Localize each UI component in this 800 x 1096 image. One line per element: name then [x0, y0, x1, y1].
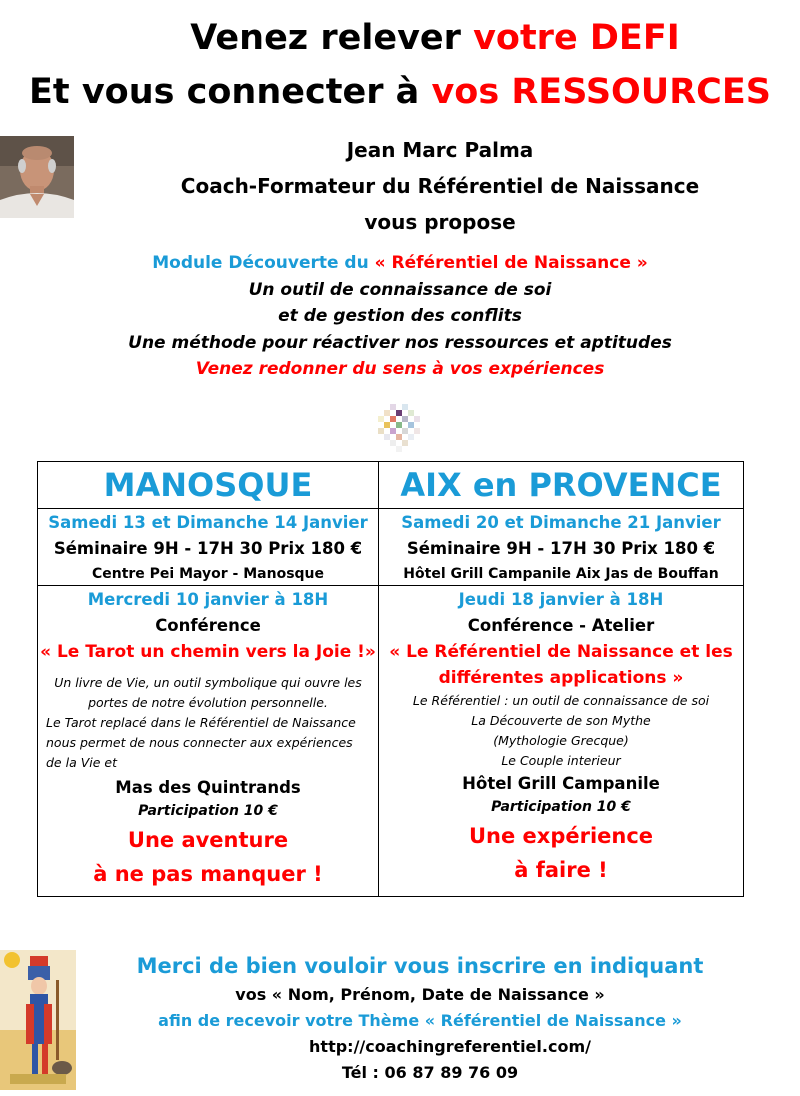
manosque-participation: Participation 10 €	[138, 803, 278, 819]
aix-conf-title-2: différentes applications »	[438, 668, 684, 688]
city-aix: AIX en PROVENCE	[400, 466, 722, 504]
coach-portrait-photo	[0, 136, 74, 218]
headline-line-1	[0, 18, 800, 58]
signup-line-1: vos « Nom, Prénom, Date de Naissance »	[235, 985, 605, 1004]
manosque-desc-3: Le Tarot replacé dans le Référentiel de Naissance	[46, 715, 356, 730]
manosque-seminar-venue: Centre Pei Mayor - Manosque	[91, 566, 325, 582]
aix-desc-1: Le Référentiel : un outil de connaissance de soi	[412, 693, 710, 708]
coach-role: Coach-Formateur du Référentiel de Naissance	[180, 174, 700, 198]
signup-info	[100, 950, 740, 1086]
tarot-card-figure	[0, 950, 76, 1090]
table-row-divider-1	[38, 508, 743, 509]
headline-line-2	[0, 72, 800, 112]
aix-seminar-dates: Samedi 20 et Dimanche 21 Janvier	[401, 513, 721, 532]
aix-tagline-1: Une expérience	[468, 824, 654, 848]
aix-tagline-2: à faire !	[514, 858, 608, 882]
signup-url-link[interactable]: http://coachingreferentiel.com/	[309, 1037, 591, 1056]
aix-conf-label: Conférence - Atelier	[467, 616, 655, 635]
headline-2-red: vos RESSOURCES	[431, 72, 771, 112]
module-intro: Module Découverte du	[152, 253, 375, 273]
aix-participation: Participation 10 €	[491, 799, 631, 815]
manosque-conference	[38, 587, 378, 891]
manosque-seminar-dates: Samedi 13 et Dimanche 14 Janvier	[48, 513, 368, 532]
module-name: « Référentiel de Naissance »	[374, 253, 648, 273]
city-manosque: MANOSQUE	[103, 466, 313, 504]
module-title	[0, 250, 800, 277]
signup-phone: Tél : 06 87 89 76 09	[341, 1063, 519, 1082]
aix-conf-title-1: « Le Référentiel de Naissance et les	[389, 642, 733, 662]
coach-info	[140, 132, 740, 240]
signup-line-2: afin de recevoir votre Thème « Référentiel de Naissance »	[158, 1011, 682, 1030]
manosque-conf-venue: Mas des Quintrands	[115, 778, 301, 797]
aix-seminar-price: Séminaire 9H - 17H 30 Prix 180 €	[406, 539, 716, 558]
manosque-conf-label: Conférence	[155, 616, 261, 635]
aix-desc-2: La Découverte de son Mythe	[471, 713, 651, 728]
module-line-2: et de gestion des conflits	[278, 306, 522, 326]
module-line-3: Une méthode pour réactiver nos ressources et aptitudes	[128, 332, 672, 353]
manosque-conf-title: « Le Tarot un chemin vers la Joie !»	[40, 642, 376, 662]
signup-title: Merci de bien vouloir vous inscrire en indiquant	[136, 954, 704, 978]
aix-desc-3: (Mythologie Grecque)	[493, 733, 629, 748]
manosque-conf-date: Mercredi 10 janvier à 18H	[87, 590, 329, 609]
module-line-1: Un outil de connaissance de soi	[248, 279, 552, 300]
coach-name: Jean Marc Palma	[346, 138, 534, 162]
module-line-4: Venez redonner du sens à vos expériences	[195, 359, 605, 379]
events-table	[37, 461, 744, 897]
coach-propose: vous propose	[364, 210, 516, 234]
pixel-mosaic-logo	[372, 404, 428, 452]
aix-seminar	[379, 510, 743, 586]
aix-seminar-venue: Hôtel Grill Campanile Aix Jas de Bouffan	[403, 566, 719, 582]
manosque-tagline-2: à ne pas manquer !	[93, 862, 323, 886]
manosque-desc-2: portes de notre évolution personnelle.	[88, 695, 328, 710]
aix-conf-venue: Hôtel Grill Campanile	[462, 774, 660, 793]
manosque-desc-5: de la Vie et	[46, 755, 117, 770]
manosque-desc-1: Un livre de Vie, un outil symbolique qui ouvre les	[54, 675, 362, 690]
manosque-seminar-price: Séminaire 9H - 17H 30 Prix 180 €	[53, 539, 363, 558]
aix-conference	[379, 587, 743, 887]
headline-2-black: Et vous connecter à	[29, 72, 432, 112]
aix-desc-4: Le Couple interieur	[501, 753, 621, 768]
manosque-tagline-1: Une aventure	[127, 828, 289, 852]
headline-1-red: votre DEFI	[473, 18, 680, 58]
aix-conf-date: Jeudi 18 janvier à 18H	[458, 590, 664, 609]
headline-1-black: Venez relever	[190, 18, 474, 58]
module-description	[0, 250, 800, 383]
manosque-desc-4: nous permet de nous connecter aux expériences	[46, 735, 353, 750]
manosque-seminar	[38, 510, 378, 586]
